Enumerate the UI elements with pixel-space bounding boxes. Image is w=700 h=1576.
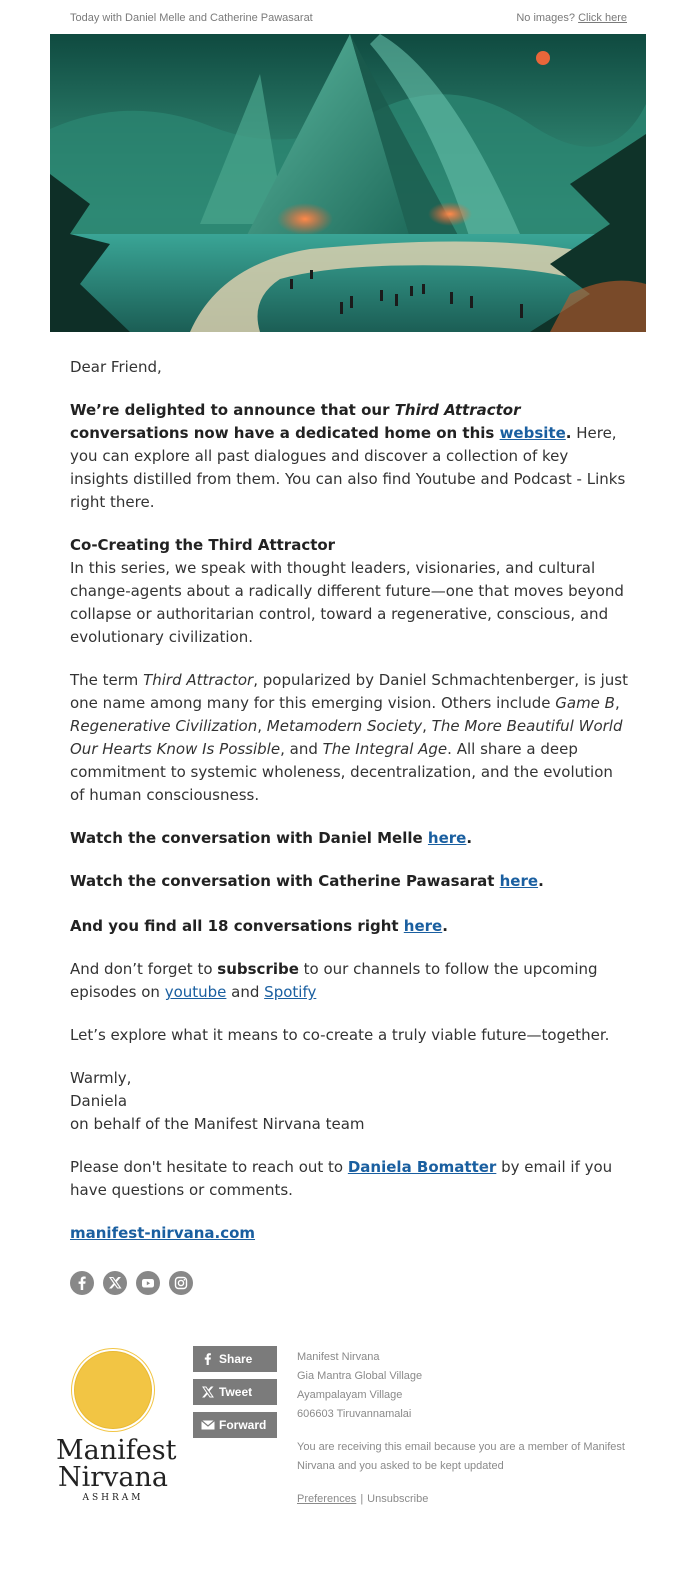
contact-paragraph <box>70 1156 630 1202</box>
no-images-notice <box>516 12 627 24</box>
facebook-icon <box>201 1352 215 1366</box>
no-images-label: No images? <box>516 12 576 24</box>
watch-catherine-end: . <box>538 872 544 890</box>
term-t7: . All share a deep commitment to systemic wholeness, decentralization, and the evolution of human consciousness. <box>70 740 613 804</box>
preheader <box>70 12 627 28</box>
website-link[interactable]: website <box>499 424 566 442</box>
subscribe-t1: And don’t forget to <box>70 960 218 978</box>
forward-button-label: Forward <box>219 1418 267 1432</box>
site-link[interactable]: manifest-nirvana.com <box>70 1224 256 1242</box>
click-here-link[interactable]: Click here <box>578 12 627 24</box>
address-line-1: Gia Mantra Global Village <box>297 1370 423 1382</box>
subscribe-bold: subscribe <box>217 960 299 978</box>
term-t6: , and <box>280 740 323 758</box>
subscribe-t2: to our channels to follow the upcoming episodes on <box>70 960 598 1001</box>
signoff-name: Daniela <box>70 1092 128 1110</box>
intro-paragraph <box>70 399 630 514</box>
hero-image <box>50 34 646 332</box>
facebook-icon[interactable] <box>70 1271 94 1295</box>
watch-catherine <box>70 870 630 893</box>
logo-line-3: ASHRAM <box>82 1493 144 1503</box>
section-heading: Co-Creating the Third Attractor <box>70 536 336 554</box>
signoff-team: on behalf of the Manifest Nirvana team <box>70 1115 365 1133</box>
site-paragraph <box>70 1222 630 1245</box>
x-icon <box>201 1385 215 1399</box>
term-paragraph <box>70 669 630 807</box>
signoff-warmly: Warmly, <box>70 1069 132 1087</box>
term-i2: Game B <box>555 694 615 712</box>
tweet-button[interactable] <box>193 1379 277 1405</box>
all-conversations-text: And you find all 18 conversations right <box>70 917 404 935</box>
hero-illustration <box>50 34 646 332</box>
term-t2: , popularized by Daniel Schmachtenberger, is just one name among many for this emerging vision. Others include <box>70 671 628 712</box>
section <box>70 534 630 649</box>
intro-bold-italic: Third Attractor <box>394 401 521 419</box>
address-line-2: Ayampalayam Village <box>297 1389 403 1401</box>
term-t5: , <box>422 717 432 735</box>
term-i4: Metamodern Society <box>266 717 423 735</box>
youtube-link[interactable]: youtube <box>164 983 227 1001</box>
instagram-icon[interactable] <box>169 1271 193 1295</box>
watch-daniel-link[interactable]: here <box>427 829 467 847</box>
subscription-notice: You are receiving this email because you are a member of Manifest Nirvana and you asked to be kept updated <box>297 1441 625 1472</box>
share-button-label: Share <box>219 1352 253 1366</box>
email-body <box>70 356 630 1265</box>
manifest-nirvana-logo <box>56 1350 177 1510</box>
tweet-button-label: Tweet <box>219 1385 253 1399</box>
spotify-link[interactable]: Spotify <box>264 983 317 1001</box>
watch-catherine-link[interactable]: here <box>499 872 539 890</box>
youtube-icon[interactable] <box>136 1271 160 1295</box>
greeting: Dear Friend, <box>70 358 162 376</box>
subscribe-paragraph <box>70 958 630 1004</box>
contact-t2: by email if you have questions or comments. <box>70 1158 613 1199</box>
section-text: In this series, we speak with thought leaders, visionaries, and cultural change-agents about a radically different future—one that moves beyond collapse or authoritarian control, toward a regenerative, conscious, and evolutionary civilization. <box>70 559 624 646</box>
contact-link[interactable]: Daniela Bomatter <box>347 1158 497 1176</box>
footer-separator: | <box>360 1493 364 1505</box>
explore-paragraph: Let’s explore what it means to co-create a truly viable future—together. <box>70 1026 610 1044</box>
logo-line-1: Manifest <box>56 1435 177 1466</box>
social-icons <box>70 1271 197 1297</box>
preferences-link[interactable]: Preferences <box>297 1493 357 1505</box>
unsubscribe-link[interactable]: Unsubscribe <box>367 1493 429 1505</box>
intro-bold-c: . <box>565 424 572 442</box>
address-line-3: 606603 Tiruvannamalai <box>297 1408 412 1420</box>
subscribe-and: and <box>226 983 265 1001</box>
term-t4: , <box>257 717 267 735</box>
mail-icon <box>201 1418 215 1432</box>
term-i6: The Integral Age <box>322 740 448 758</box>
forward-button[interactable] <box>193 1412 277 1438</box>
intro-rest: Here, you can explore all past dialogues and discover a collection of key insights distilled from them. You can also find Youtube and Podcast - Links right there. <box>70 424 626 511</box>
watch-catherine-text: Watch the conversation with Catherine Pawasarat <box>70 872 500 890</box>
address-org: Manifest Nirvana <box>297 1351 380 1363</box>
watch-daniel-end: . <box>466 829 473 847</box>
share-buttons <box>193 1346 277 1445</box>
watch-daniel-text: Watch the conversation with Daniel Melle <box>70 829 428 847</box>
logo-sun-icon <box>75 1352 151 1428</box>
footer-links <box>297 1490 647 1509</box>
all-conversations-end: . <box>442 917 448 935</box>
footer-address <box>297 1348 647 1509</box>
preheader-text: Today with Daniel Melle and Catherine Pawasarat <box>70 12 313 24</box>
term-t1: The term <box>70 671 144 689</box>
intro-bold-b: conversations now have a dedicated home on this <box>70 424 500 442</box>
contact-t1: Please don't hesitate to reach out to <box>70 1158 348 1176</box>
term-i3: Regenerative Civilization <box>70 717 258 735</box>
term-i5: The More Beautiful World Our Hearts Know Is Possible <box>70 717 623 758</box>
logo-line-2: Nirvana <box>57 1462 168 1493</box>
x-icon[interactable] <box>103 1271 127 1295</box>
term-i1: Third Attractor <box>143 671 254 689</box>
all-conversations-link[interactable]: here <box>403 917 443 935</box>
signoff <box>70 1067 630 1136</box>
share-button[interactable] <box>193 1346 277 1372</box>
watch-daniel <box>70 827 630 850</box>
all-conversations <box>70 915 630 938</box>
intro-bold-a: We’re delighted to announce that our <box>70 401 395 419</box>
term-t3: , <box>614 694 620 712</box>
